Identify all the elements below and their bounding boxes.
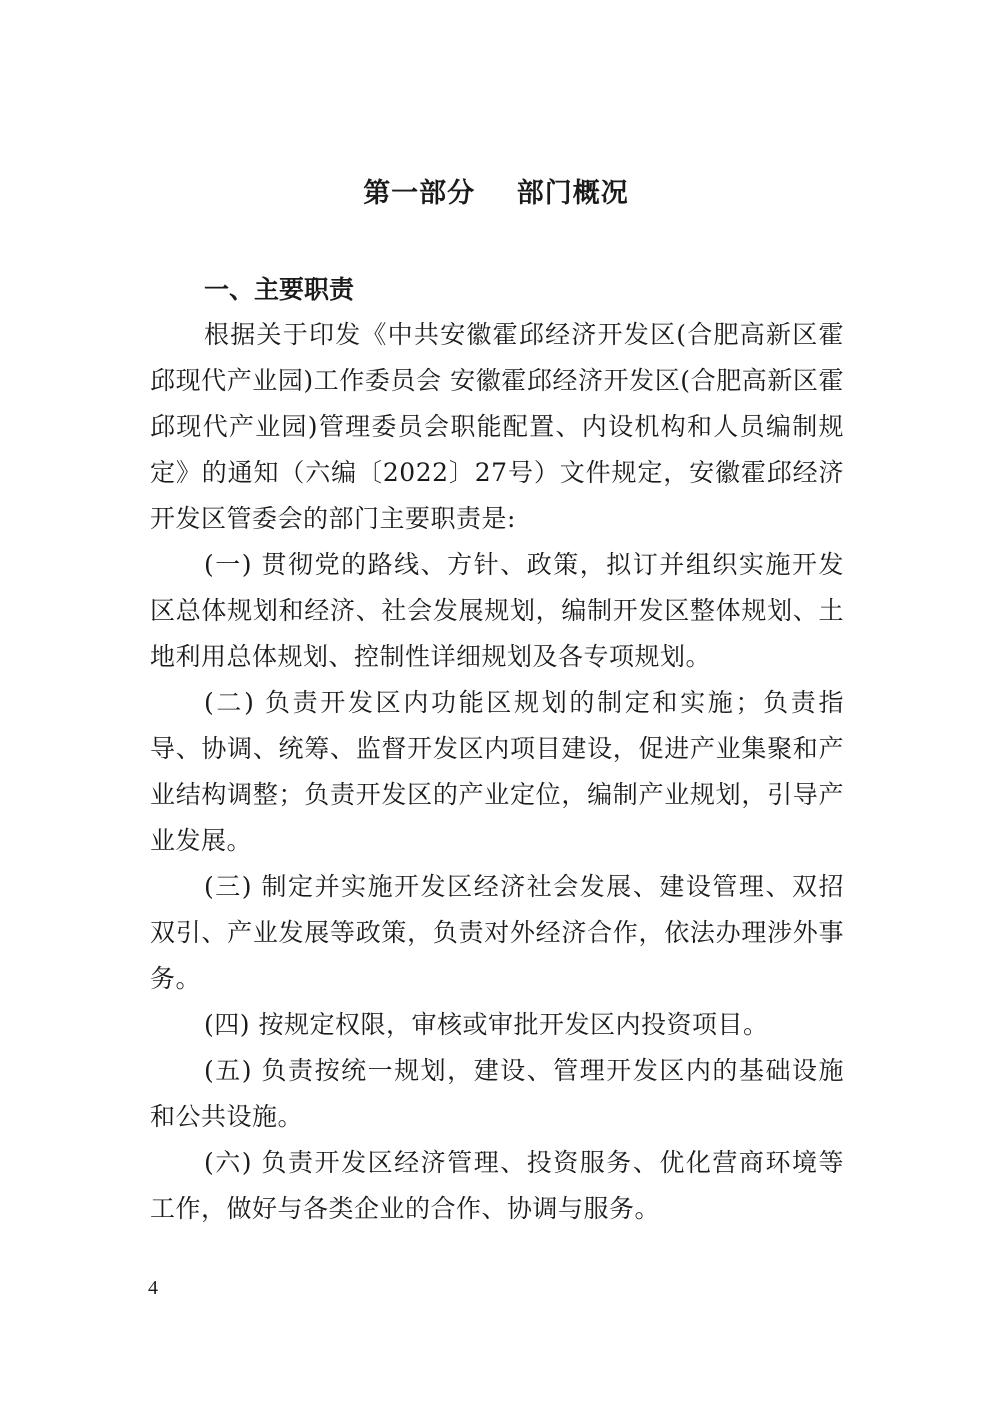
paragraph-duty-2: (二) 负责开发区内功能区规划的制定和实施；负责指导、协调、统筹、监督开发区内项目建设，促进产业集聚和产业结构调整；负责开发区的产业定位，编制产业规划，引导产业发展。	[150, 688, 844, 855]
page-number: 4	[148, 1277, 158, 1299]
page-title: 第一部分 部门概况	[363, 178, 629, 209]
paragraph-duty-3: (三) 制定并实施开发区经济社会发展、建设管理、双招双引、产业发展等政策，负责对外经济合作，依法办理涉外事务。	[150, 872, 844, 993]
paragraph-intro: 根据关于印发《中共安徽霍邱经济开发区(合肥高新区霍邱现代产业园)工作委员会 安徽霍邱经济开发区(合肥高新区霍邱现代产业园)管理委员会职能配置、内设机构和人员编制规定》的通知（六编〔2022〕27号）文件规定，安徽霍邱经济开发区管委会的部门主要职责是:	[150, 320, 844, 533]
paragraph-duty-1: (一) 贯彻党的路线、方针、政策，拟订并组织实施开发区总体规划和经济、社会发展规划，编制开发区整体规划、土地利用总体规划、控制性详细规划及各专项规划。	[150, 550, 844, 671]
body-text	[150, 312, 844, 1232]
paragraph-duty-5: (五) 负责按统一规划，建设、管理开发区内的基础设施和公共设施。	[150, 1056, 844, 1131]
paragraph-duty-4: (四) 按规定权限，审核或审批开发区内投资项目。	[204, 1010, 769, 1039]
paragraph-duty-6: (六) 负责开发区经济管理、投资服务、优化营商环境等工作，做好与各类企业的合作、协调与服务。	[150, 1148, 844, 1223]
section-heading: 一、主要职责	[204, 275, 355, 304]
